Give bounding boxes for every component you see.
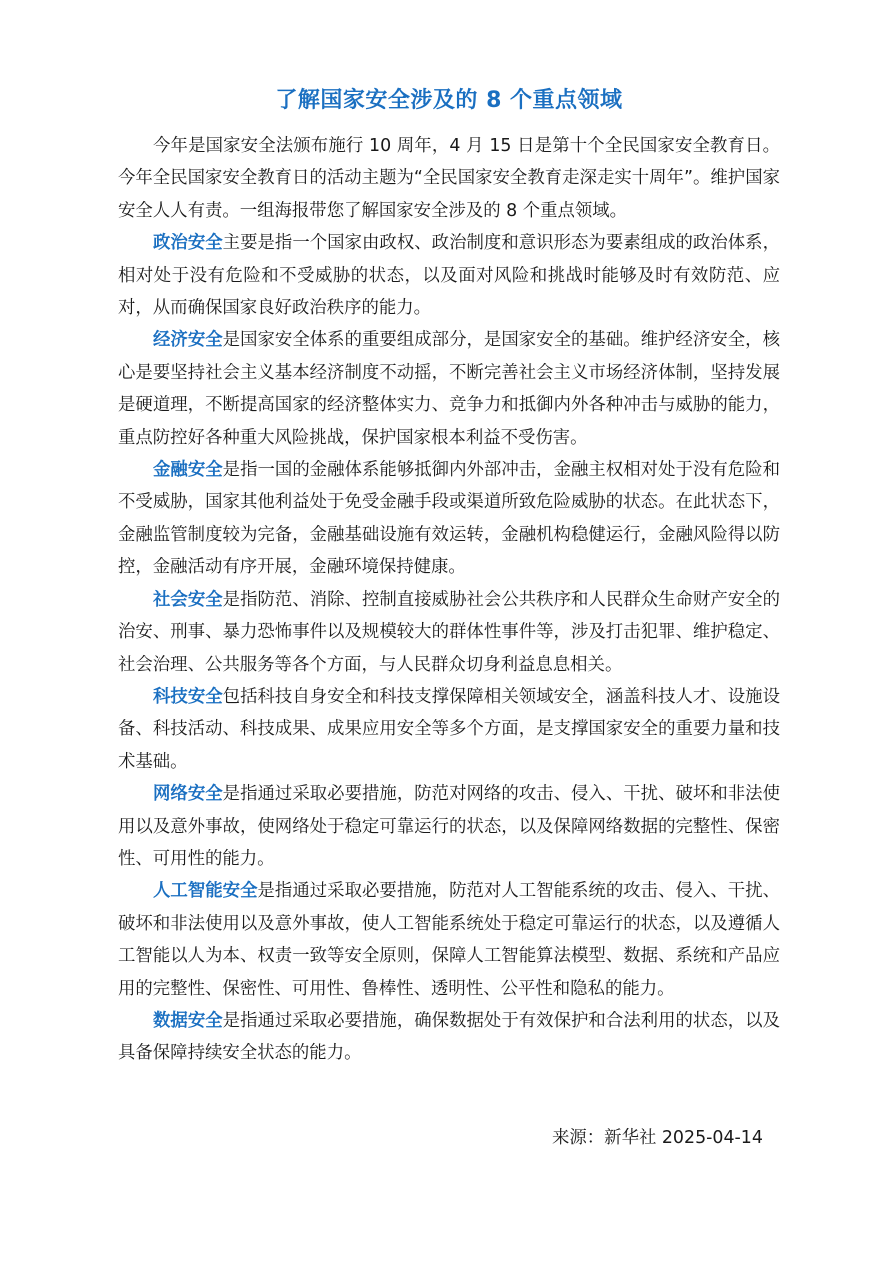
source-line: 来源：新华社 2025-04-14 — [552, 1128, 763, 1148]
section-text: 是指一国的金融体系能够抵御内外部冲击，金融主权相对处于没有危险和不受威胁，国家其他利益处于免受金融手段或渠道所致危险威胁的状态。在此状态下，金融监管制度较为完备，金融基础设施有效运转，金融机构稳健运行，金融风险得以防控，金融活动有序开展，金融环境保持健康。 — [118, 460, 780, 578]
article — [118, 84, 780, 1070]
term-network-security: 网络安全 — [153, 784, 223, 805]
term-political-security: 政治安全 — [153, 233, 223, 254]
section-text: 是指通过采取必要措施，防范对网络的攻击、侵入、干扰、破坏和非法使用以及意外事故，使网络处于稳定可靠运行的状态，以及保障网络数据的完整性、保密性、可用性的能力。 — [118, 784, 780, 869]
section-text: 是指通过采取必要措施，确保数据处于有效保护和合法利用的状态，以及具备保障持续安全状态的能力。 — [118, 1010, 780, 1064]
section-economic-security — [118, 324, 780, 454]
section-data-security — [118, 1005, 780, 1070]
section-social-security — [118, 584, 780, 681]
section-ai-security — [118, 875, 780, 1005]
term-ai-security: 人工智能安全 — [153, 881, 258, 902]
section-text: 主要是指一个国家由政权、政治制度和意识形态为要素组成的政治体系，相对处于没有危险和不受威胁的状态，以及面对风险和挑战时能够及时有效防范、应对，从而确保国家良好政治秩序的能力。 — [118, 233, 780, 319]
intro-paragraph: 今年是国家安全法颁布施行 10 周年，4 月 15 日是第十个全民国家安全教育日。今年全民国家安全教育日的活动主题为“全民国家安全教育走深走实十周年”。维护国家安全人人有责。一组海报带您了解国家安全涉及的 8 个重点领域。 — [118, 136, 780, 221]
term-economic-security: 经济安全 — [153, 330, 223, 351]
term-data-security: 数据安全 — [153, 1010, 223, 1031]
section-text: 是指防范、消除、控制直接威胁社会公共秩序和人民群众生命财产安全的治安、刑事、暴力恐怖事件以及规模较大的群体性事件等，涉及打击犯罪、维护稳定、社会治理、公共服务等各个方面，与人民群众切身利益息息相关。 — [118, 589, 780, 675]
section-tech-security — [118, 681, 780, 778]
term-financial-security: 金融安全 — [153, 460, 223, 481]
term-social-security: 社会安全 — [153, 589, 223, 610]
section-text: 是国家安全体系的重要组成部分，是国家安全的基础。维护经济安全，核心是要坚持社会主义基本经济制度不动摇，不断完善社会主义市场经济体制，坚持发展是硬道理，不断提高国家的经济整体实力、竞争力和抵御内外各种冲击与威胁的能力，重点防控好各种重大风险挑战，保护国家根本利益不受伤害。 — [118, 330, 780, 448]
section-network-security — [118, 778, 780, 875]
page-title: 了解国家安全涉及的 8 个重点领域 — [275, 88, 623, 113]
section-financial-security — [118, 454, 780, 584]
section-text: 是指通过采取必要措施，防范对人工智能系统的攻击、侵入、干扰、破坏和非法使用以及意外事故，使人工智能系统处于稳定可靠运行的状态，以及遵循人工智能以人为本、权责一致等安全原则，保障人工智能算法模型、数据、系统和产品应用的完整性、保密性、可用性、鲁棒性、透明性、公平性和隐私的能力。 — [118, 881, 780, 999]
section-political-security — [118, 227, 780, 324]
term-tech-security: 科技安全 — [153, 686, 223, 707]
section-text: 包括科技自身安全和科技支撑保障相关领域安全，涵盖科技人才、设施设备、科技活动、科技成果、成果应用安全等多个方面，是支撑国家安全的重要力量和技术基础。 — [118, 686, 780, 772]
